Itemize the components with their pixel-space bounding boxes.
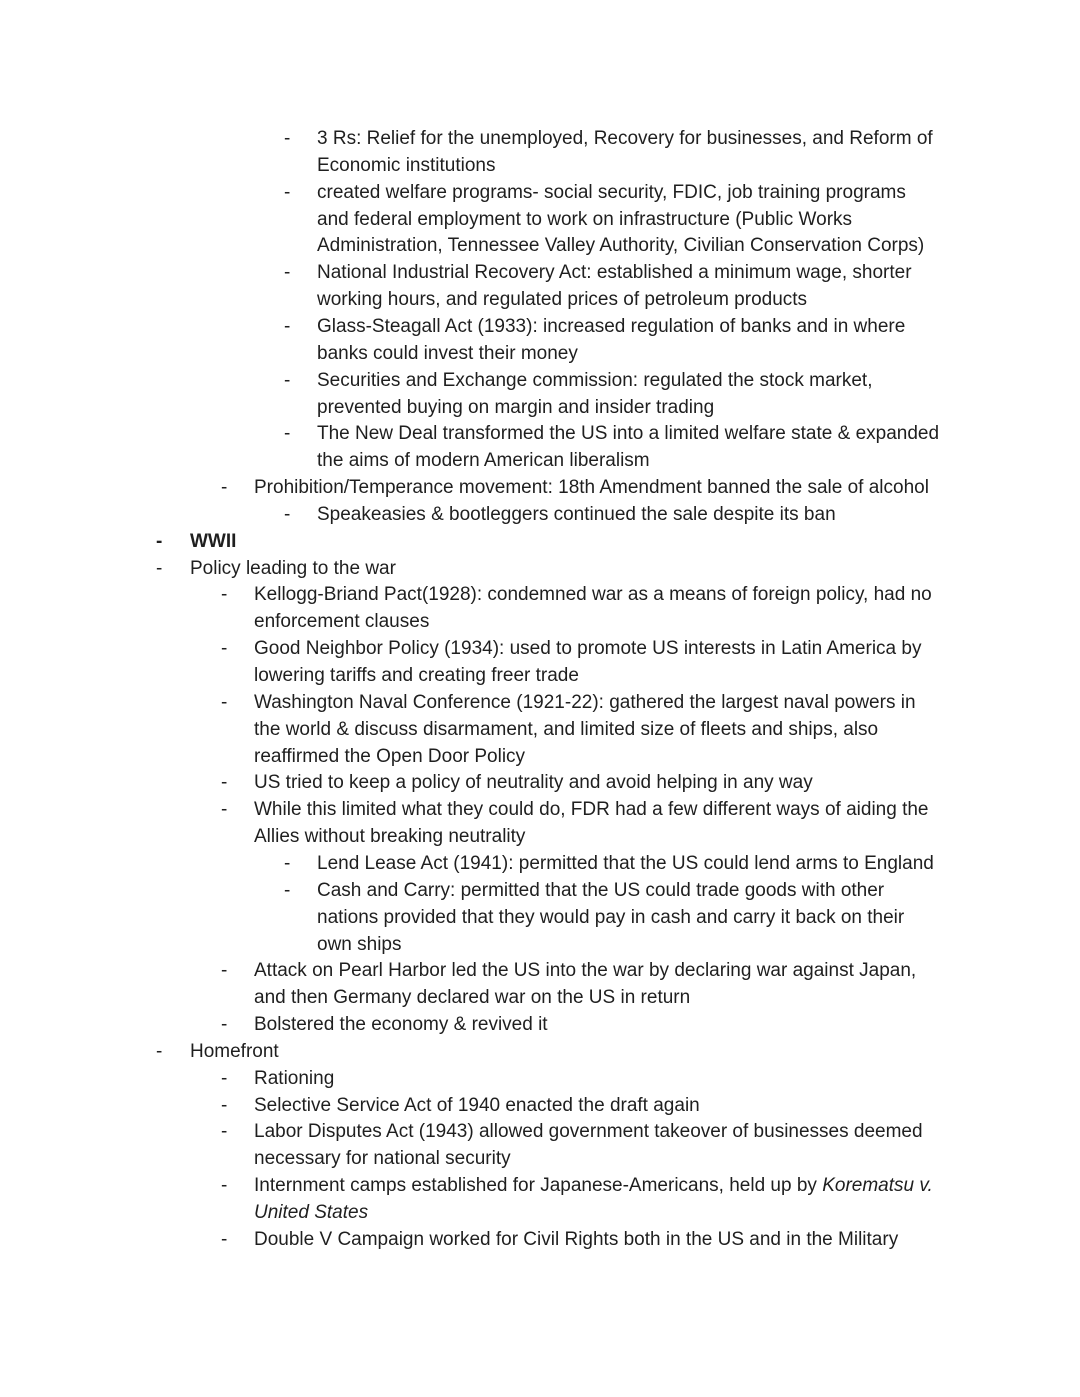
list-item-line: created welfare programs- social security, FDIC, job training programs (317, 181, 906, 203)
bullet-dash: - (221, 584, 228, 606)
bullet-dash: - (221, 477, 228, 499)
list-item-line: 3 Rs: Relief for the unemployed, Recovery for businesses, and Reform of (317, 128, 933, 149)
list-item-line: necessary for national security (254, 1148, 511, 1170)
bullet-dash: - (221, 799, 228, 821)
bullet-dash: - (284, 852, 291, 874)
list-item-line: Labor Disputes Act (1943) allowed government takeover of businesses deemed (254, 1121, 923, 1143)
list-item-line: working hours, and regulated prices of petroleum products (317, 289, 808, 311)
list-item-line: Washington Naval Conference (1921-22): gathered the largest naval powers in (254, 691, 916, 713)
bullet-dash: - (284, 503, 291, 525)
list-item-line: Glass-Steagall Act (1933): increased regulation of banks and in where (317, 315, 906, 337)
bullet-dash: - (156, 557, 163, 579)
list-item-line: United States (254, 1202, 369, 1223)
list-item-line: Rationing (254, 1067, 335, 1089)
list-item-line: Lend Lease Act (1941): permitted that the US could lend arms to England (317, 852, 934, 874)
bullet-dash: - (156, 530, 163, 552)
list-item-line: Selective Service Act of 1940 enacted the draft again (254, 1094, 700, 1116)
list-item-line: Allies without breaking neutrality (254, 826, 526, 848)
list-item-line: lowering tariffs and creating freer trade (254, 665, 579, 686)
list-item-line: Bolstered the economy & revived it (254, 1014, 548, 1036)
list-item-line: own ships (317, 933, 402, 955)
list-item-line: While this limited what they could do, FDR had a few different ways of aiding the (254, 799, 929, 821)
list-item-line: the aims of modern American liberalism (317, 450, 650, 472)
list-item-line (254, 1173, 933, 1200)
list-item-line: Cash and Carry: permitted that the US could trade goods with other (317, 879, 885, 901)
case-name-italic: Korematsu v. (822, 1175, 933, 1197)
list-item-line: Double V Campaign worked for Civil Rights both in the US and in the Military (254, 1228, 899, 1250)
list-item-line: banks could invest their money (317, 342, 578, 364)
list-item-line: and then Germany declared war on the US in return (254, 987, 691, 1009)
list-item-line: enforcement clauses (254, 611, 430, 633)
list-item-line: Administration, Tennessee Valley Authority, Civilian Conservation Corps) (317, 235, 925, 257)
list-item-line: WWII (190, 530, 237, 552)
bullet-dash: - (221, 772, 228, 794)
line-text: Internment camps established for Japanese-Americans, held up by (254, 1175, 823, 1197)
list-item-line: nations provided that they would pay in cash and carry it back on their (317, 906, 905, 928)
bullet-dash: - (221, 1094, 228, 1116)
list-item-line: Homefront (190, 1040, 279, 1062)
list-item-line: Policy leading to the war (190, 557, 396, 579)
bullet-dash: - (284, 423, 291, 445)
list-item-line: US tried to keep a policy of neutrality and avoid helping in any way (254, 772, 813, 794)
list-item-line: reaffirmed the Open Door Policy (254, 745, 526, 767)
list-item-line: National Industrial Recovery Act: established a minimum wage, shorter (317, 262, 912, 284)
bullet-dash: - (284, 181, 291, 203)
list-item-line: Kellogg-Briand Pact(1928): condemned war as a means of foreign policy, had no (254, 584, 932, 606)
bullet-dash: - (284, 262, 291, 284)
bullet-dash: - (284, 128, 291, 149)
list-item-line: Good Neighbor Policy (1934): used to promote US interests in Latin America by (254, 638, 922, 660)
list-item-line: and federal employment to work on infrastructure (Public Works (317, 208, 853, 230)
bullet-dash: - (284, 369, 291, 391)
list-item-line: the world & discuss disarmament, and limited size of fleets and ships, also (254, 718, 879, 740)
bullet-dash: - (221, 1228, 228, 1250)
list-item-line: prevented buying on margin and insider trading (317, 396, 715, 418)
bullet-dash: - (221, 691, 228, 713)
bullet-dash: - (221, 638, 228, 660)
bullet-dash: - (221, 1121, 228, 1143)
list-item-line: Attack on Pearl Harbor led the US into the war by declaring war against Japan, (254, 960, 917, 982)
list-item-line: Prohibition/Temperance movement: 18th Amendment banned the sale of alcohol (254, 477, 929, 499)
bullet-dash: - (221, 1014, 228, 1036)
bullet-dash: - (284, 315, 291, 337)
bullet-dash: - (221, 1067, 228, 1089)
bullet-dash: - (221, 960, 228, 982)
bullet-dash: - (284, 879, 291, 901)
list-item-line: Economic institutions (317, 154, 496, 176)
bullet-dash: - (156, 1040, 163, 1062)
list-item-line: The New Deal transformed the US into a limited welfare state & expanded (317, 423, 940, 445)
list-item-line: Speakeasies & bootleggers continued the sale despite its ban (317, 503, 836, 525)
list-item-line: Securities and Exchange commission: regulated the stock market, (317, 369, 873, 391)
bullet-dash: - (221, 1175, 228, 1197)
